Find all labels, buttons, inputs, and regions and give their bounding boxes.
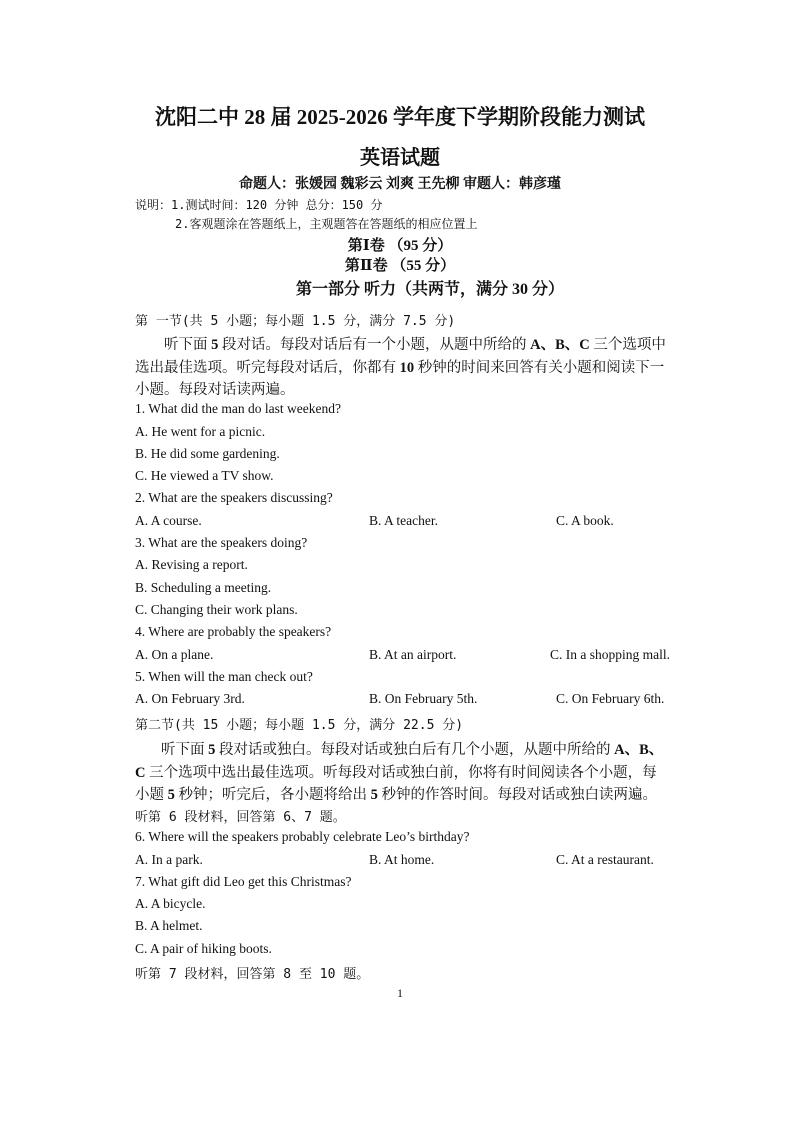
- exam-note-1: 说明：1.测试时间：120 分钟 总分：150 分: [135, 198, 383, 212]
- section-2-heading: 第二节(共 15 小题；每小题 1.5 分，满分 22.5 分): [135, 718, 464, 733]
- question-stem: 6. Where will the speakers probably celebrate Leo’s birthday?: [135, 829, 470, 844]
- question-option: B. A teacher.: [369, 513, 438, 528]
- exam-title: 沈阳二中 28 届 2025-2026 学年度下学期阶段能力测试: [155, 105, 645, 129]
- question-option: B. Scheduling a meeting.: [135, 580, 272, 595]
- question-stem: 1. What did the man do last weekend?: [135, 401, 341, 416]
- section-1-instructions: 听下面 5 段对话。每段对话后有一个小题，从题中所给的 A、B、C 三个选项中选出最佳选项。听完每段对话后，你都有 10 秒钟的时间来回答有关小题和阅读下一小题。每段对话读两遍。: [135, 337, 666, 398]
- question-option: A. Revising a report.: [135, 557, 248, 572]
- question-option: A. On February 3rd.: [135, 691, 245, 706]
- question-stem: 4. Where are probably the speakers?: [135, 624, 332, 639]
- question-option: B. A helmet.: [135, 918, 203, 933]
- question-option: A. A course.: [135, 513, 202, 528]
- exam-note-2: 2.客观题涂在答题纸上，主观题答在答题纸的相应位置上: [175, 217, 478, 231]
- question-option: B. At home.: [369, 852, 435, 867]
- question-option: A. On a plane.: [135, 647, 214, 662]
- page-number: 1: [397, 986, 403, 1000]
- volume-2-heading: 第Ⅱ卷 （55 分）: [344, 258, 456, 274]
- question-option: C. In a shopping mall.: [550, 647, 670, 662]
- exam-subject: 英语试题: [360, 147, 440, 169]
- question-option: B. On February 5th.: [369, 691, 478, 706]
- question-option: A. A bicycle.: [135, 896, 206, 911]
- section-2-instructions: 听下面 5 段对话或独白。每段对话或独白后有几个小题，从题中所给的 A、B、C 三个选项中选出最佳选项。听每段对话或独白前，你将有时间阅读各个小题，每小题 5 秒钟；听完后，各小题将给出 5 秒钟的作答时间。每段对话或独白读两遍。: [135, 742, 664, 803]
- volume-1-heading: 第Ⅰ卷 （95 分）: [347, 238, 453, 254]
- section-1-heading: 第 一节(共 5 小题；每小题 1.5 分，满分 7.5 分): [135, 314, 456, 329]
- question-option: A. He went for a picnic.: [135, 424, 266, 439]
- question-option: C. He viewed a TV show.: [135, 468, 274, 483]
- material-7-instruction: 听第 7 段材料，回答第 8 至 10 题。: [135, 967, 370, 982]
- exam-authors: 命题人：张媛园 魏彩云 刘爽 王先柳 审题人：韩彦瑾: [239, 177, 561, 192]
- part-1-heading: 第一部分 听力（共两节，满分 30 分）: [295, 281, 564, 298]
- question-option: A. In a park.: [135, 852, 203, 867]
- question-option: C. A book.: [556, 513, 614, 528]
- question-option: B. At an airport.: [369, 647, 457, 662]
- question-option: C. Changing their work plans.: [135, 602, 298, 617]
- question-option: C. On February 6th.: [556, 691, 665, 706]
- question-stem: 5. When will the man check out?: [135, 669, 313, 684]
- question-stem: 7. What gift did Leo get this Christmas?: [135, 874, 352, 889]
- material-6-instruction: 听第 6 段材料，回答第 6、7 题。: [135, 810, 346, 825]
- question-stem: 3. What are the speakers doing?: [135, 535, 308, 550]
- question-option: C. A pair of hiking boots.: [135, 941, 272, 956]
- question-option: C. At a restaurant.: [556, 852, 654, 867]
- question-option: B. He did some gardening.: [135, 446, 280, 461]
- question-stem: 2. What are the speakers discussing?: [135, 490, 333, 505]
